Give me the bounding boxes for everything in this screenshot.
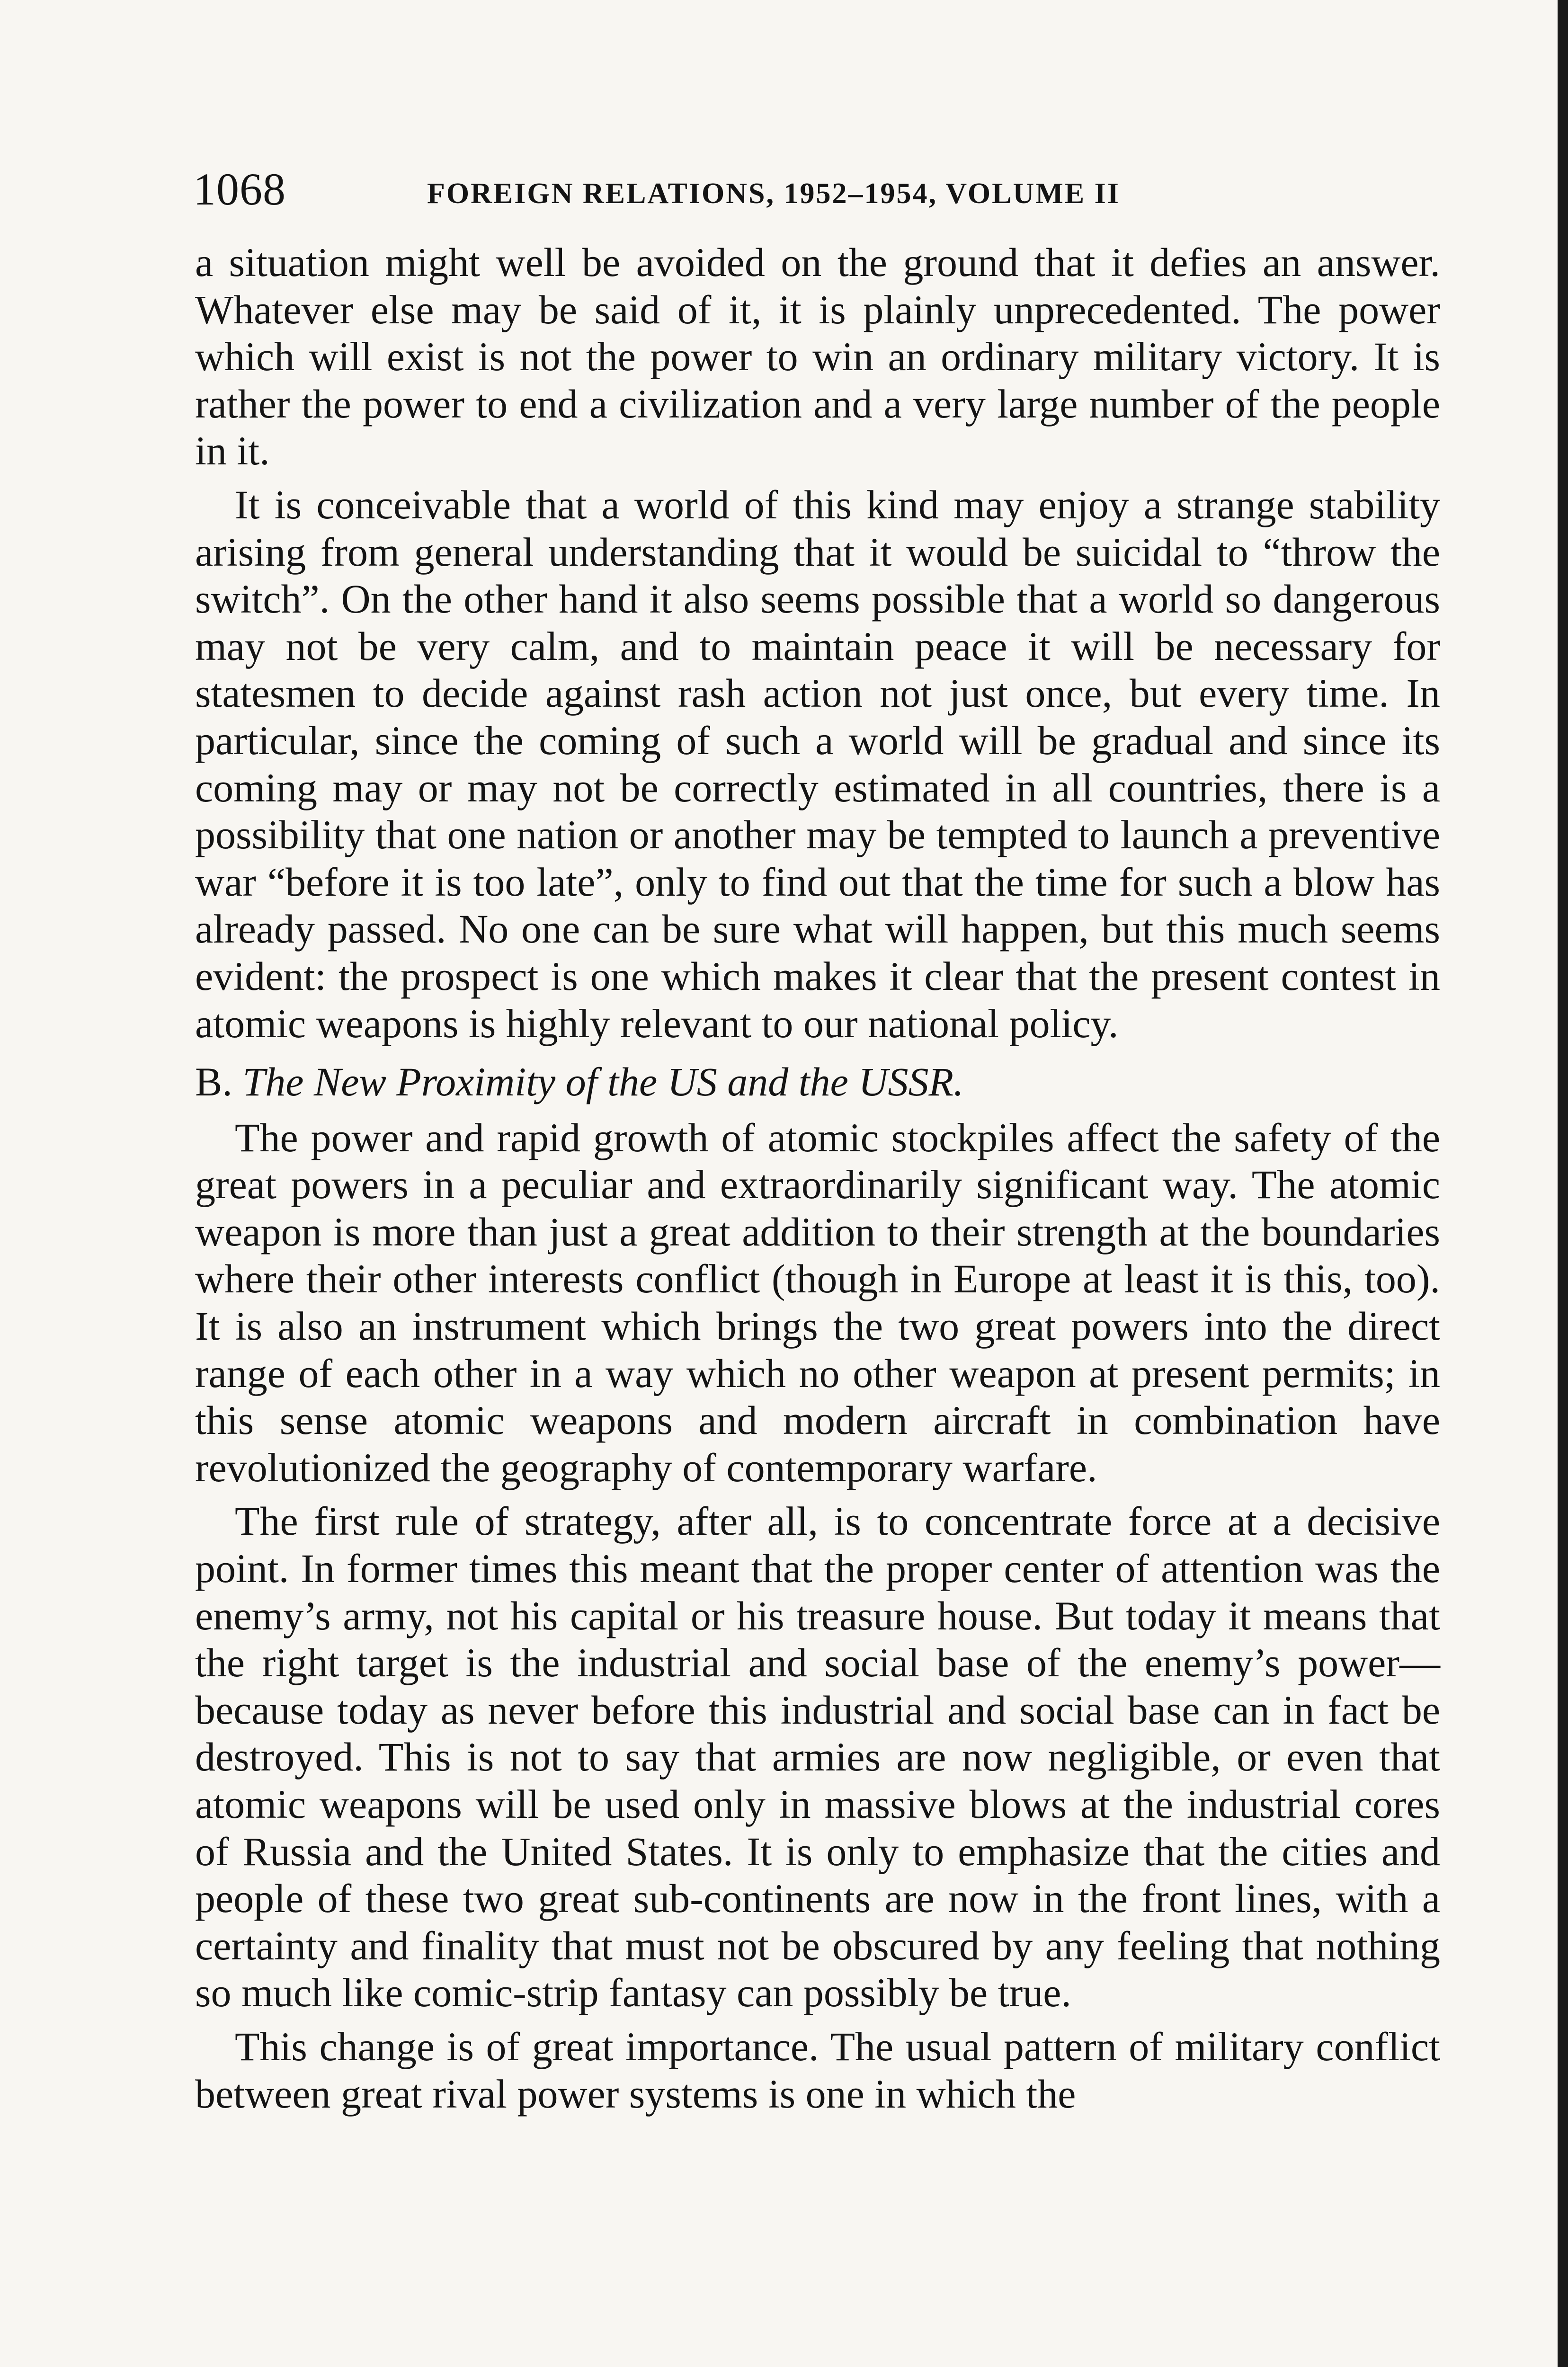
paragraph-stability: It is conceivable that a world of this kind may enjoy a strange stability arising from general understanding that it would be suicidal to “throw the switch”. On the other hand it also seems possible that a world so dangerous may not be very calm, and to maintain peace it will be necessary for statesmen to decide against rash action not just once, but every time. In particular, since the coming of such a world will be gradual and since its coming may or may not be correctly estimated in all countries, there is a possibility that one nation or another may be tempted to launch a preventive war “before it is too late”, only to find out that the time for such a blow has already passed. No one can be sure what will happen, but this much seems evident: the prospect is one which makes it clear that the present contest in atomic weapons is highly relevant to our national policy. (195, 481, 1440, 1046)
paragraph-strategy: The first rule of strategy, after all, is to concentrate force at a decisive point. In former times this meant that the proper center of attention was the enemy’s army, not his capital or his treasure house. But today it means that the right target is the industrial and social base of the enemy’s power—because today as never before this industrial and social base can in fact be destroyed. This is not to say that armies are now negligible, or even that atomic weapons will be used only in massive blows at the industrial cores of Russia and the United States. It is only to emphasize that the cities and people of these two great sub-continents are now in the front lines, with a certainty and finality that must not be obscured by any feeling that nothing so much like comic-strip fantasy can possibly be true. (195, 1498, 1440, 2016)
running-head: FOREIGN RELATIONS, 1952–1954, VOLUME II (427, 178, 1120, 210)
section-heading (195, 1059, 1440, 1106)
section-title: The New Proximity of the US and the USSR. (242, 1059, 964, 1105)
body-text (195, 239, 1440, 2118)
paragraph-stockpiles: The power and rapid growth of atomic stockpiles affect the safety of the great powers in a peculiar and extraordinarily significant way. The atomic weapon is more than just a great addition to their strength at the boundaries where their other interests conflict (though in Europe at least it is this, too). It is also an instrument which brings the two great powers into the direct range of each other in a way which no other weapon at present permits; in this sense atomic weapons and modern aircraft in combination have revolutionized the geography of contemporary warfare. (195, 1114, 1440, 1490)
page-header (193, 161, 1443, 218)
scan-edge (1558, 0, 1568, 2367)
section-letter: B. (195, 1059, 232, 1105)
paragraph-change: This change is of great importance. The usual pattern of military conflict between great rival power systems is one in which the (195, 2023, 1440, 2117)
page-number: 1068 (193, 164, 286, 214)
paragraph-continued: a situation might well be avoided on the ground that it defies an answer. Whatever else may be said of it, it is plainly unprecedented. The power which will exist is not the power to win an ordinary military victory. It is rather the power to end a civilization and a very large number of the people in it. (195, 240, 1440, 474)
